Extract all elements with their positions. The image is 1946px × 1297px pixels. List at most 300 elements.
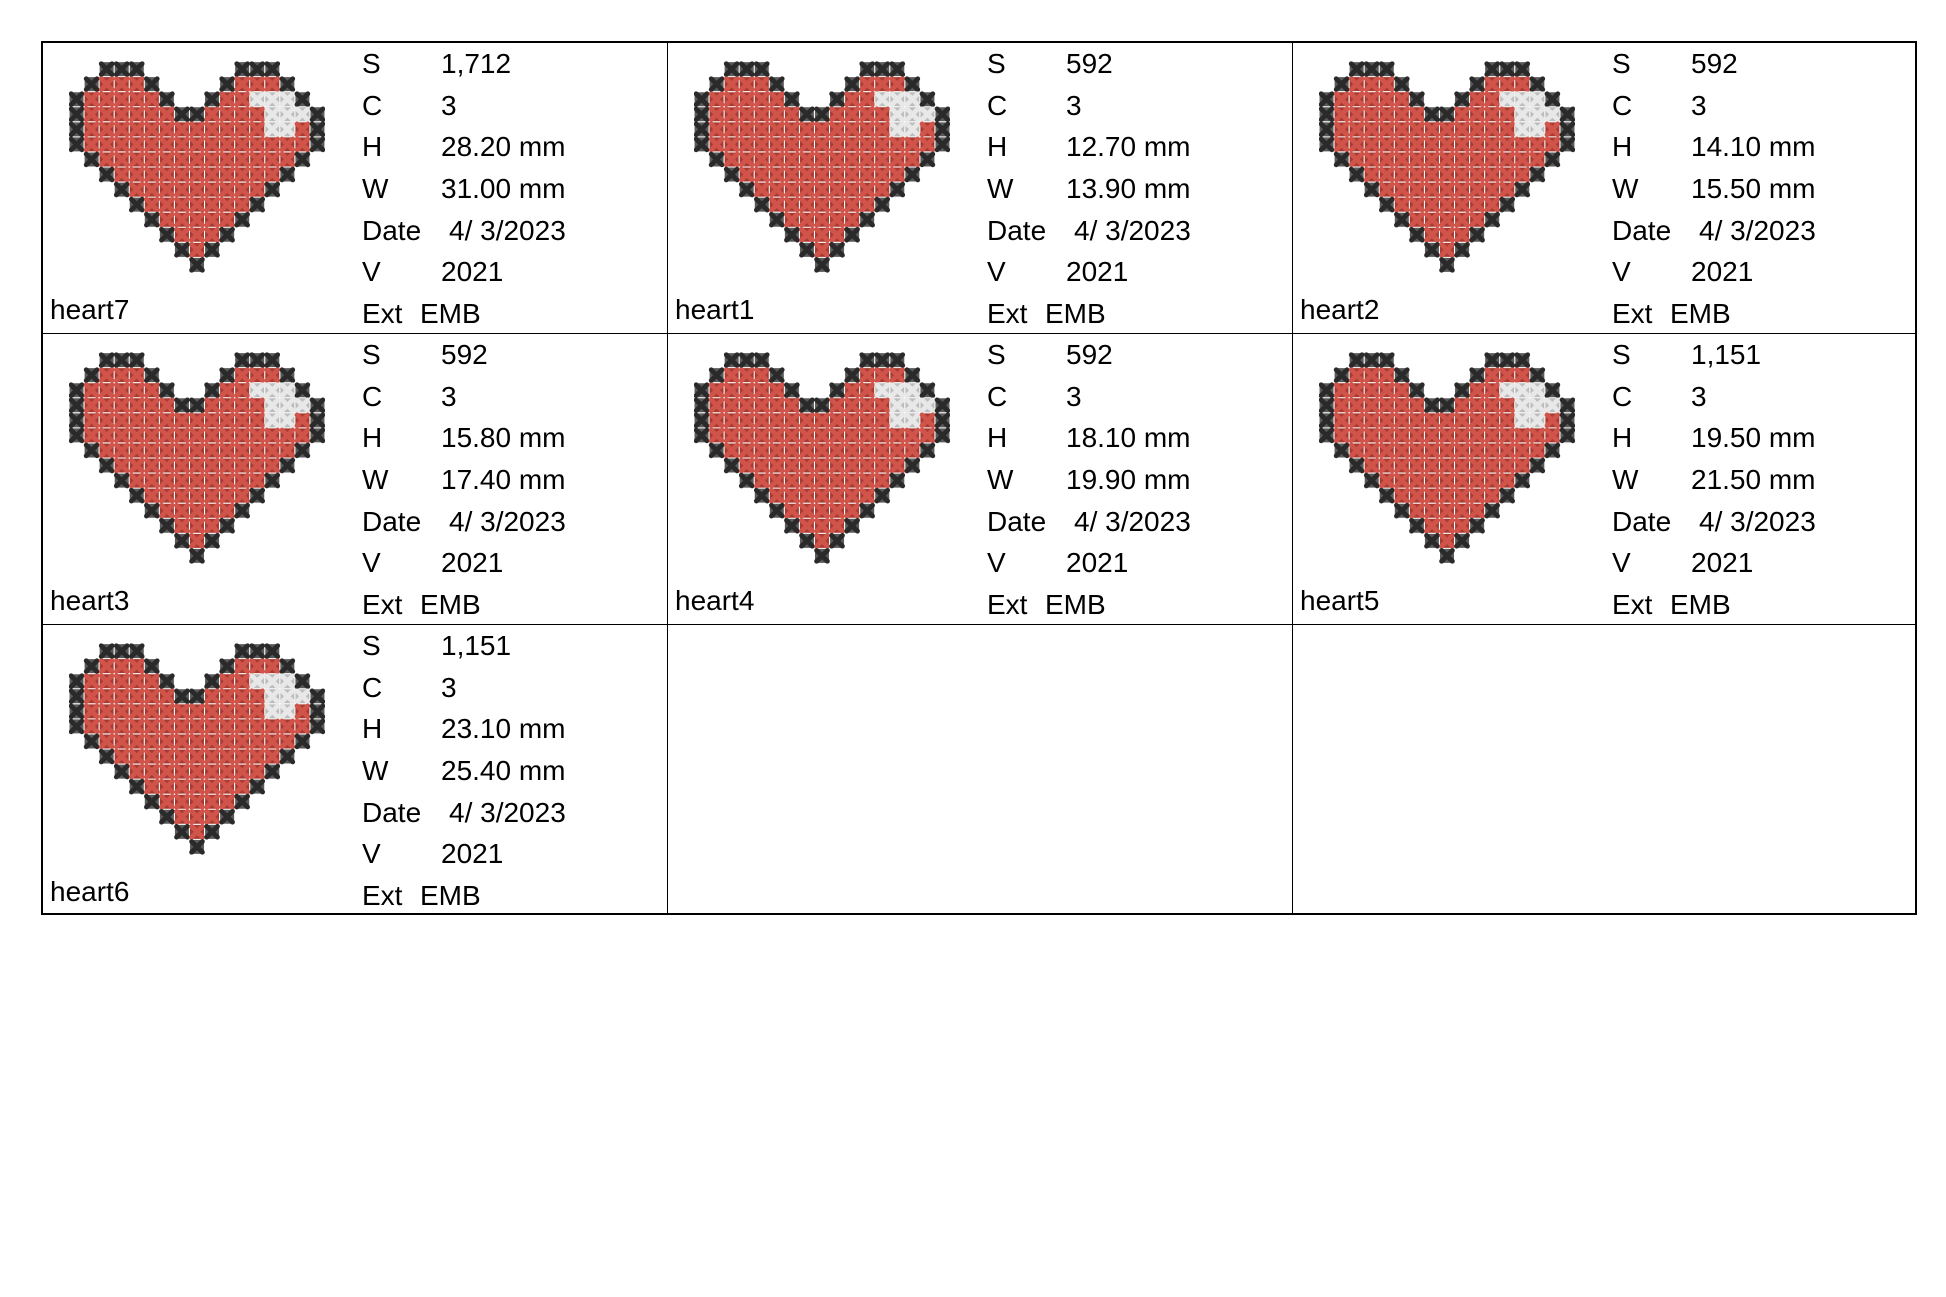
cross-stitch-heart-icon: [69, 51, 325, 283]
stitch: [1500, 398, 1514, 412]
stitch: [100, 428, 114, 442]
stitch: [1485, 62, 1499, 76]
stitch: [310, 689, 324, 703]
stitch: [1455, 413, 1469, 427]
stitch: [265, 644, 279, 658]
stitch: [145, 504, 159, 518]
stitch: [250, 704, 264, 718]
stitch: [205, 137, 219, 151]
stitch: [1350, 122, 1364, 136]
stitch: [235, 413, 249, 427]
stitch: [695, 122, 709, 136]
stitch: [1425, 534, 1439, 548]
stitch: [175, 213, 189, 227]
stitch: [905, 459, 919, 473]
stitch: [800, 504, 814, 518]
stitch: [785, 198, 799, 212]
stitch: [130, 489, 144, 503]
stitch: [280, 383, 294, 397]
stitch: [710, 137, 724, 151]
stitch: [190, 198, 204, 212]
stitch: [1350, 383, 1364, 397]
stitch: [815, 122, 829, 136]
width-label: W: [362, 755, 389, 787]
width-value: 15.50 mm: [1691, 173, 1816, 205]
colors-value: 3: [1691, 380, 1707, 412]
stitch: [830, 443, 844, 457]
stitch: [145, 213, 159, 227]
stitch: [265, 413, 279, 427]
stitch: [845, 92, 859, 106]
stitch: [235, 459, 249, 473]
stitch: [190, 719, 204, 733]
stitch: [160, 704, 174, 718]
stitch: [130, 368, 144, 382]
stitch: [1470, 122, 1484, 136]
stitch: [830, 213, 844, 227]
stitch: [160, 519, 174, 533]
stitch: [905, 398, 919, 412]
stitches-label: S: [987, 48, 1006, 79]
stitch: [250, 750, 264, 764]
stitch: [1500, 443, 1514, 457]
version-label: V: [987, 547, 1006, 579]
stitch: [1395, 398, 1409, 412]
stitch: [205, 704, 219, 718]
stitch: [815, 534, 829, 548]
stitch: [1440, 489, 1454, 503]
stitch: [250, 368, 264, 382]
stitch: [160, 674, 174, 688]
stitch: [845, 443, 859, 457]
stitch: [815, 474, 829, 488]
stitch: [740, 168, 754, 182]
stitch: [890, 107, 904, 121]
stitch: [205, 459, 219, 473]
stitch: [295, 443, 309, 457]
stitch: [1530, 107, 1544, 121]
stitch: [815, 243, 829, 257]
stitch: [130, 644, 144, 658]
stitch: [1470, 137, 1484, 151]
stitch: [770, 428, 784, 442]
stitch: [1380, 474, 1394, 488]
stitch: [875, 443, 889, 457]
stitch: [935, 137, 949, 151]
stitch: [1410, 383, 1424, 397]
stitch: [1545, 383, 1559, 397]
stitch: [785, 168, 799, 182]
stitch: [85, 152, 99, 166]
stitch: [1365, 413, 1379, 427]
stitch: [115, 183, 129, 197]
stitch: [235, 137, 249, 151]
stitch: [770, 413, 784, 427]
stitch: [1440, 137, 1454, 151]
stitch: [785, 228, 799, 242]
colors-label: C: [1612, 89, 1633, 121]
stitch: [100, 659, 114, 673]
stitch: [1485, 398, 1499, 412]
stitch: [175, 122, 189, 136]
stitch: [85, 137, 99, 151]
stitch: [770, 368, 784, 382]
stitch: [130, 152, 144, 166]
stitch: [205, 92, 219, 106]
design-name: heart3: [50, 585, 130, 616]
stitch: [205, 504, 219, 518]
stitch: [130, 443, 144, 457]
stitch: [1380, 77, 1394, 91]
stitch: [160, 122, 174, 136]
stitch: [265, 168, 279, 182]
stitch: [250, 443, 264, 457]
stitch: [1365, 152, 1379, 166]
stitch: [205, 750, 219, 764]
stitch: [160, 719, 174, 733]
stitch: [145, 704, 159, 718]
stitch: [175, 228, 189, 242]
stitch: [250, 734, 264, 748]
stitch: [145, 765, 159, 779]
stitch: [145, 734, 159, 748]
stitch: [860, 459, 874, 473]
stitch: [785, 428, 799, 442]
stitch: [875, 168, 889, 182]
colors-label: C: [362, 89, 383, 121]
stitch: [1515, 443, 1529, 457]
stitch: [145, 443, 159, 457]
stitch: [85, 122, 99, 136]
date-value: 4/ 3/2023: [1074, 505, 1191, 537]
stitch: [235, 795, 249, 809]
stitch: [830, 504, 844, 518]
stitch: [70, 107, 84, 121]
stitch: [785, 398, 799, 412]
stitch: [1455, 152, 1469, 166]
date-label: Date: [362, 796, 422, 828]
date-label: Date: [987, 505, 1047, 537]
stitch: [815, 459, 829, 473]
stitch: [295, 413, 309, 427]
stitch: [295, 398, 309, 412]
stitch: [100, 368, 114, 382]
stitch: [235, 122, 249, 136]
stitch: [220, 689, 234, 703]
stitch: [860, 353, 874, 367]
stitch: [175, 428, 189, 442]
stitch: [875, 122, 889, 136]
stitch: [1380, 368, 1394, 382]
stitch: [920, 413, 934, 427]
version-label: V: [362, 838, 381, 870]
stitch: [785, 489, 799, 503]
design-name: heart4: [675, 585, 755, 616]
stitch: [875, 183, 889, 197]
stitch: [220, 780, 234, 794]
stitch: [190, 243, 204, 257]
stitch: [1320, 107, 1334, 121]
stitch: [1545, 428, 1559, 442]
stitch: [1365, 443, 1379, 457]
stitch: [1500, 107, 1514, 121]
stitch: [1455, 504, 1469, 518]
width-label: W: [1612, 173, 1639, 205]
stitch: [235, 689, 249, 703]
stitch: [1560, 122, 1574, 136]
colors-value: 3: [1066, 380, 1082, 412]
stitch: [250, 474, 264, 488]
stitch: [160, 198, 174, 212]
stitch: [115, 474, 129, 488]
stitch: [860, 504, 874, 518]
stitch: [755, 92, 769, 106]
stitch: [1500, 459, 1514, 473]
design-cell: [1293, 43, 1915, 334]
stitch: [145, 398, 159, 412]
height-label: H: [1612, 422, 1633, 454]
stitch: [100, 443, 114, 457]
stitch: [1560, 107, 1574, 121]
stitch: [250, 198, 264, 212]
stitch: [235, 368, 249, 382]
stitch: [295, 428, 309, 442]
extension-value: EMB: [1045, 298, 1106, 330]
empty-cell: [668, 625, 1293, 913]
stitch: [115, 122, 129, 136]
stitch: [235, 398, 249, 412]
stitch: [785, 137, 799, 151]
stitch: [710, 398, 724, 412]
height-label: H: [362, 422, 383, 454]
stitches-label: S: [362, 48, 381, 79]
stitch: [175, 243, 189, 257]
stitch: [280, 704, 294, 718]
stitch: [800, 137, 814, 151]
stitch: [265, 107, 279, 121]
stitch: [725, 459, 739, 473]
stitch: [115, 152, 129, 166]
stitch: [175, 825, 189, 839]
stitch: [1530, 368, 1544, 382]
stitch: [160, 107, 174, 121]
stitch: [205, 183, 219, 197]
stitch: [755, 77, 769, 91]
stitch: [115, 137, 129, 151]
stitch: [1470, 474, 1484, 488]
stitch: [740, 107, 754, 121]
stitch: [740, 137, 754, 151]
stitch: [250, 183, 264, 197]
stitch: [190, 549, 204, 563]
stitch: [70, 137, 84, 151]
stitch: [1440, 243, 1454, 257]
stitch: [205, 228, 219, 242]
stitch: [205, 765, 219, 779]
stitch: [115, 644, 129, 658]
stitch: [175, 795, 189, 809]
stitch: [250, 398, 264, 412]
date-label: Date: [987, 214, 1047, 246]
stitch: [890, 459, 904, 473]
stitch: [295, 689, 309, 703]
stitch: [145, 489, 159, 503]
stitch: [770, 137, 784, 151]
stitch: [280, 443, 294, 457]
stitch: [860, 137, 874, 151]
stitch: [755, 168, 769, 182]
stitch: [860, 413, 874, 427]
stitch: [130, 168, 144, 182]
stitch: [800, 489, 814, 503]
stitch: [1425, 228, 1439, 242]
stitch: [1320, 398, 1334, 412]
stitch: [310, 704, 324, 718]
stitch: [725, 107, 739, 121]
stitch: [160, 734, 174, 748]
stitch: [1335, 152, 1349, 166]
extension-label: Ext: [1612, 298, 1653, 330]
stitch: [100, 107, 114, 121]
design-catalog-sheet: [41, 41, 1917, 915]
stitch: [905, 137, 919, 151]
stitch: [85, 719, 99, 733]
width-value: 13.90 mm: [1066, 173, 1191, 205]
stitch: [265, 398, 279, 412]
stitch: [190, 183, 204, 197]
stitch: [1350, 398, 1364, 412]
stitch: [130, 704, 144, 718]
stitch: [935, 413, 949, 427]
stitch: [85, 77, 99, 91]
stitch: [250, 719, 264, 733]
stitch: [1410, 183, 1424, 197]
stitch: [130, 765, 144, 779]
stitch: [265, 659, 279, 673]
stitch: [725, 77, 739, 91]
stitch: [875, 137, 889, 151]
stitch: [145, 152, 159, 166]
stitch: [740, 398, 754, 412]
stitch: [145, 674, 159, 688]
stitch: [1455, 243, 1469, 257]
stitch: [875, 489, 889, 503]
stitch: [1455, 92, 1469, 106]
stitch: [890, 383, 904, 397]
stitch: [1380, 122, 1394, 136]
stitch: [725, 62, 739, 76]
stitch: [875, 62, 889, 76]
stitch: [85, 107, 99, 121]
stitch: [145, 474, 159, 488]
extension-value: EMB: [420, 880, 481, 912]
version-value: 2021: [441, 547, 504, 579]
date-label: Date: [362, 505, 422, 537]
stitch: [250, 659, 264, 673]
stitch: [205, 428, 219, 442]
heart-stitch-grid: [1319, 51, 1575, 283]
stitch: [130, 689, 144, 703]
stitch: [220, 413, 234, 427]
stitch: [1350, 353, 1364, 367]
stitch: [785, 183, 799, 197]
stitch: [190, 398, 204, 412]
stitch: [1350, 107, 1364, 121]
stitch: [1485, 152, 1499, 166]
cross-stitch-heart-icon: [69, 633, 325, 865]
stitch: [1485, 183, 1499, 197]
stitch: [1545, 152, 1559, 166]
stitch: [890, 137, 904, 151]
stitch: [815, 443, 829, 457]
stitch: [725, 443, 739, 457]
stitch: [785, 519, 799, 533]
stitch: [845, 183, 859, 197]
stitch: [265, 765, 279, 779]
stitch: [725, 368, 739, 382]
stitch: [1350, 168, 1364, 182]
design-cell: [1293, 334, 1915, 625]
stitch: [235, 504, 249, 518]
stitch: [1500, 198, 1514, 212]
colors-value: 3: [1066, 89, 1082, 121]
stitch: [905, 428, 919, 442]
stitch: [175, 168, 189, 182]
width-label: W: [1612, 464, 1639, 496]
stitch: [860, 198, 874, 212]
stitch: [1455, 107, 1469, 121]
stitch: [1350, 77, 1364, 91]
stitch: [265, 443, 279, 457]
design-cell: [43, 43, 668, 334]
stitch: [755, 443, 769, 457]
stitch: [175, 443, 189, 457]
stitch: [280, 674, 294, 688]
stitch: [280, 428, 294, 442]
stitch: [265, 428, 279, 442]
stitch: [1530, 443, 1544, 457]
stitch: [1485, 413, 1499, 427]
stitch: [295, 383, 309, 397]
stitch: [145, 689, 159, 703]
stitch: [265, 383, 279, 397]
stitch: [1455, 398, 1469, 412]
stitch: [160, 750, 174, 764]
stitch: [265, 122, 279, 136]
stitch: [1395, 428, 1409, 442]
stitch: [1320, 428, 1334, 442]
stitch: [890, 474, 904, 488]
stitch: [1500, 92, 1514, 106]
stitch: [205, 398, 219, 412]
stitch: [190, 734, 204, 748]
stitch: [1530, 383, 1544, 397]
stitch: [190, 840, 204, 854]
stitch: [800, 152, 814, 166]
stitch: [860, 107, 874, 121]
stitch: [175, 534, 189, 548]
stitch: [1485, 213, 1499, 227]
stitch: [280, 734, 294, 748]
stitch: [1515, 474, 1529, 488]
stitch: [190, 168, 204, 182]
design-name: heart2: [1300, 294, 1380, 325]
stitch: [1380, 92, 1394, 106]
stitch: [130, 474, 144, 488]
stitch: [830, 489, 844, 503]
stitch: [1455, 228, 1469, 242]
stitch: [130, 383, 144, 397]
